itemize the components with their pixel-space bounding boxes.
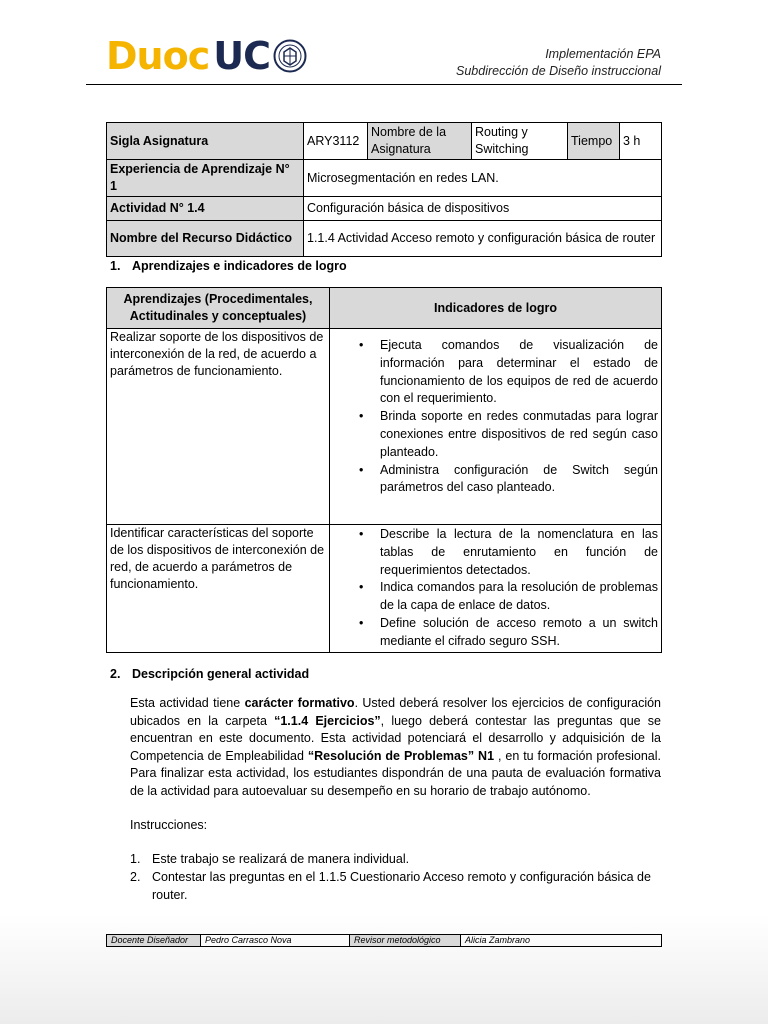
section-1-title: Aprendizajes e indicadores de logro — [132, 259, 347, 273]
footer-credits-table — [106, 934, 662, 947]
instructions-label: Instrucciones: — [130, 818, 208, 832]
header-line-1: Implementación EPA — [545, 47, 661, 61]
desc-bold: “Resolución de Problemas” N1 — [307, 748, 495, 763]
desc-text: , en tu formación profesional. Para finalizar esta actividad, los estudiantes dispondrán de una pauta de evaluación formativa de la actividad para autoevaluar su desempeño en su horario de trabajo autónomo. — [130, 748, 661, 798]
desc-bold: carácter formativo — [244, 696, 355, 710]
instruction-number: 1. — [130, 852, 141, 866]
indicators-cell-1 — [330, 329, 662, 525]
learning-outcome-1: Realizar soporte de los dispositivos de interconexión de la red, de acuerdo a parámetros de funcionamiento. — [107, 329, 330, 525]
nombre-value: Routing y Switching — [472, 123, 568, 160]
header-line-2: Subdirección de Diseño instruccional — [456, 64, 661, 78]
instruction-number: 2. — [130, 870, 141, 884]
learning-col-header: Aprendizajes (Procedimentales, Actitudinales y conceptuales) — [107, 288, 330, 329]
desc-text: , luego deberá contestar las preguntas que se encuentran en este documento. Esta actividad potenciará el desarrollo y adquisición de la Competencia de Empleabilidad — [130, 713, 661, 763]
logo-uc-text: UC — [213, 34, 270, 78]
university-seal-icon — [273, 39, 307, 73]
indicator-item: • Administra configuración de Switch según parámetros del caso planteado. — [380, 462, 658, 498]
indicator-item: • Ejecuta comandos de visualización de información para determinar el estado de funcionamiento de los equipos de red de acuerdo con el requerimiento. — [380, 337, 658, 408]
indicators-col-header: Indicadores de logro — [330, 288, 662, 329]
docente-label: Docente Diseñador — [107, 935, 201, 947]
logo-duoc-text: Duoc — [106, 34, 210, 78]
indicators-list-2 — [333, 526, 658, 651]
desc-text: . Usted deberá resolver los ejercicios de configuración ubicados en la carpeta — [130, 696, 662, 728]
tiempo-value: 3 h — [620, 123, 662, 160]
section-2-number: 2. — [110, 667, 121, 681]
tiempo-label: Tiempo — [568, 123, 620, 160]
section-1-heading — [110, 259, 347, 273]
indicators-list-1 — [333, 337, 658, 497]
header-divider — [86, 84, 682, 85]
duoc-uc-logo — [106, 34, 307, 78]
section-2-heading — [110, 667, 309, 681]
actividad-value: Configuración básica de dispositivos — [304, 197, 662, 221]
indicator-item: • Define solución de acceso remoto a un switch mediante el cifrado seguro SSH. — [380, 615, 658, 651]
learning-table — [106, 287, 662, 653]
recurso-label: Nombre del Recurso Didáctico — [107, 221, 304, 257]
nombre-label: Nombre de la Asignatura — [368, 123, 472, 160]
indicators-cell-2 — [330, 525, 662, 653]
sigla-label: Sigla Asignatura — [107, 123, 304, 160]
instruction-item-1 — [130, 851, 661, 869]
instruction-item-2 — [130, 869, 661, 904]
learning-outcome-2: Identificar características del soporte de los dispositivos de interconexión de red, de acuerdo a parámetros de funcionamiento. — [107, 525, 330, 653]
recurso-value: 1.1.4 Actividad Acceso remoto y configuración básica de router — [304, 221, 662, 257]
section-2-title: Descripción general actividad — [132, 667, 310, 681]
instruction-text: Contestar las preguntas en el 1.1.5 Cuestionario Acceso remoto y configuración básica de router. — [152, 870, 651, 902]
course-info-table — [106, 122, 662, 257]
experiencia-label: Experiencia de Aprendizaje N° 1 — [107, 160, 304, 197]
revisor-label: Revisor metodológico — [350, 935, 461, 947]
instruction-text: Este trabajo se realizará de manera individual. — [152, 852, 410, 866]
actividad-label: Actividad N° 1.4 — [107, 197, 304, 221]
indicator-item: • Indica comandos para la resolución de problemas de la capa de enlace de datos. — [380, 579, 658, 615]
desc-bold: “1.1.4 Ejercicios” — [274, 713, 381, 728]
revisor-value: Alicia Zambrano — [461, 935, 662, 947]
desc-text: Esta actividad tiene — [130, 696, 245, 710]
indicator-item: • Describe la lectura de la nomenclatura en las tablas de enrutamiento en función de requerimientos detectados. — [380, 526, 658, 579]
experiencia-value: Microsegmentación en redes LAN. — [304, 160, 662, 197]
header-caption — [456, 46, 661, 80]
sigla-value: ARY3112 — [304, 123, 368, 160]
activity-description — [130, 695, 661, 801]
section-1-number: 1. — [110, 259, 121, 273]
docente-value: Pedro Carrasco Nova — [201, 935, 350, 947]
indicator-item: • Brinda soporte en redes conmutadas para lograr conexiones entre dispositivos de red según caso planteado. — [380, 408, 658, 461]
